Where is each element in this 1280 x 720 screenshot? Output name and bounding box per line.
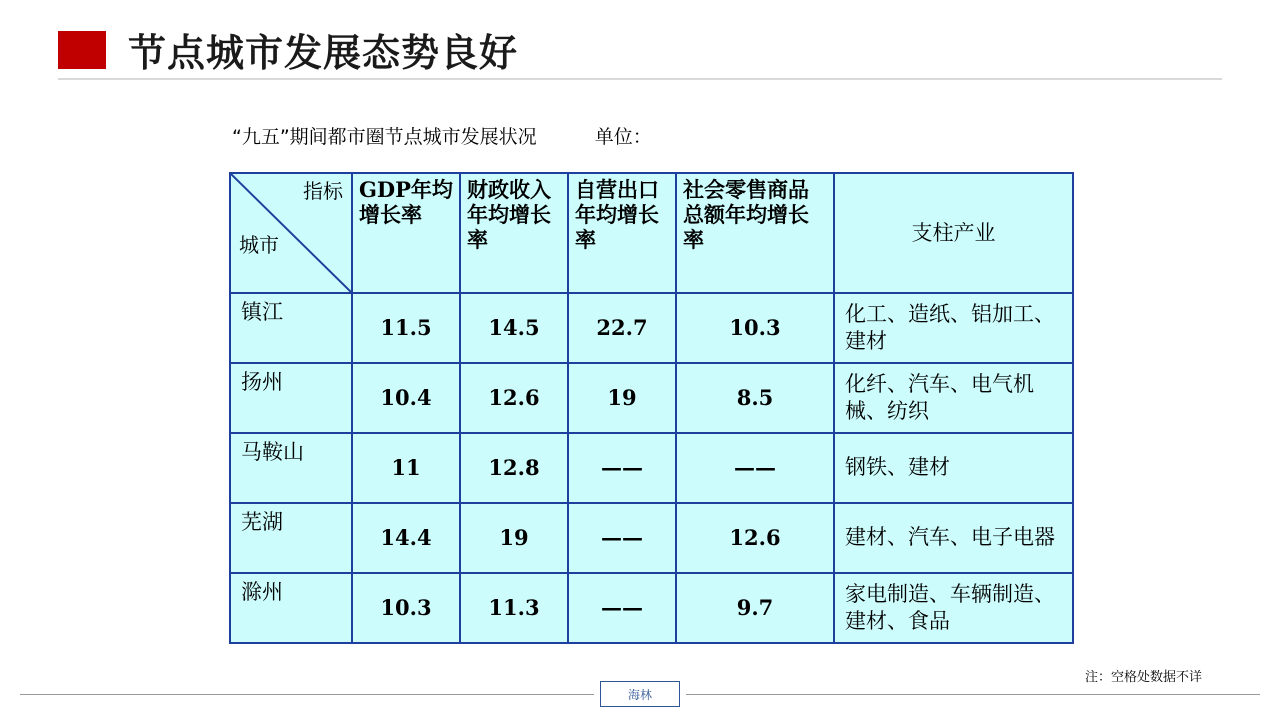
table-header-row bbox=[230, 173, 1073, 293]
table-row bbox=[230, 573, 1073, 643]
title-marker-square bbox=[58, 31, 106, 69]
cell-retail: —— bbox=[676, 433, 834, 503]
cell-gdp: 14.4 bbox=[352, 503, 460, 573]
cell-pillar: 建材、汽车、电子电器 bbox=[834, 503, 1073, 573]
table-row bbox=[230, 293, 1073, 363]
column-header-self-export: 自营出口年均增长率 bbox=[568, 173, 676, 293]
cell-gdp: 11.5 bbox=[352, 293, 460, 363]
footer-label-box: 海林 bbox=[600, 681, 680, 707]
cell-export: 19 bbox=[568, 363, 676, 433]
table-note: 注：空格处数据不详 bbox=[1084, 670, 1202, 685]
table-row bbox=[230, 363, 1073, 433]
cell-export: —— bbox=[568, 573, 676, 643]
footer-divider-right bbox=[686, 694, 1260, 695]
cell-export: 22.7 bbox=[568, 293, 676, 363]
cell-city: 扬州 bbox=[230, 363, 352, 433]
cell-city: 滁州 bbox=[230, 573, 352, 643]
cell-pillar: 家电制造、车辆制造、建材、食品 bbox=[834, 573, 1073, 643]
table-row bbox=[230, 503, 1073, 573]
footer-divider-left bbox=[20, 694, 594, 695]
cell-retail: 8.5 bbox=[676, 363, 834, 433]
cell-gdp: 11 bbox=[352, 433, 460, 503]
column-header-gdp: GDP年均增长率 bbox=[352, 173, 460, 293]
cell-fiscal: 14.5 bbox=[460, 293, 568, 363]
table-row bbox=[230, 433, 1073, 503]
column-header-pillar-industry: 支柱产业 bbox=[834, 173, 1073, 293]
cell-fiscal: 12.8 bbox=[460, 433, 568, 503]
cell-retail: 9.7 bbox=[676, 573, 834, 643]
city-development-table bbox=[229, 172, 1074, 644]
cell-export: —— bbox=[568, 503, 676, 573]
cell-pillar: 化纤、汽车、电气机械、纺织 bbox=[834, 363, 1073, 433]
column-header-retail-total: 社会零售商品总额年均增长率 bbox=[676, 173, 834, 293]
caption-unit-text: 单位： bbox=[594, 126, 652, 148]
slide-title-row bbox=[58, 22, 518, 77]
cell-gdp: 10.3 bbox=[352, 573, 460, 643]
cell-city: 马鞍山 bbox=[230, 433, 352, 503]
cell-export: —— bbox=[568, 433, 676, 503]
data-table-container bbox=[229, 172, 1072, 644]
cell-fiscal: 11.3 bbox=[460, 573, 568, 643]
cell-fiscal: 19 bbox=[460, 503, 568, 573]
cell-fiscal: 12.6 bbox=[460, 363, 568, 433]
page-title: 节点城市发展态势良好 bbox=[128, 31, 519, 75]
cell-city: 芜湖 bbox=[230, 503, 352, 573]
table-header-row-group bbox=[230, 173, 1073, 293]
cell-retail: 12.6 bbox=[676, 503, 834, 573]
title-divider bbox=[58, 78, 1222, 80]
cell-pillar: 钢铁、建材 bbox=[834, 433, 1073, 503]
table-body bbox=[230, 293, 1073, 643]
cell-gdp: 10.4 bbox=[352, 363, 460, 433]
corner-metric-label: 指标 bbox=[303, 179, 343, 203]
cell-retail: 10.3 bbox=[676, 293, 834, 363]
table-corner-cell bbox=[230, 173, 352, 293]
caption-main-text: “九五”期间都市圈节点城市发展状况 bbox=[232, 126, 537, 148]
corner-city-label: 城市 bbox=[239, 233, 279, 258]
cell-pillar: 化工、造纸、铝加工、建材 bbox=[834, 293, 1073, 363]
column-header-fiscal-revenue: 财政收入年均增长率 bbox=[460, 173, 568, 293]
table-caption bbox=[232, 122, 652, 149]
cell-city: 镇江 bbox=[230, 293, 352, 363]
